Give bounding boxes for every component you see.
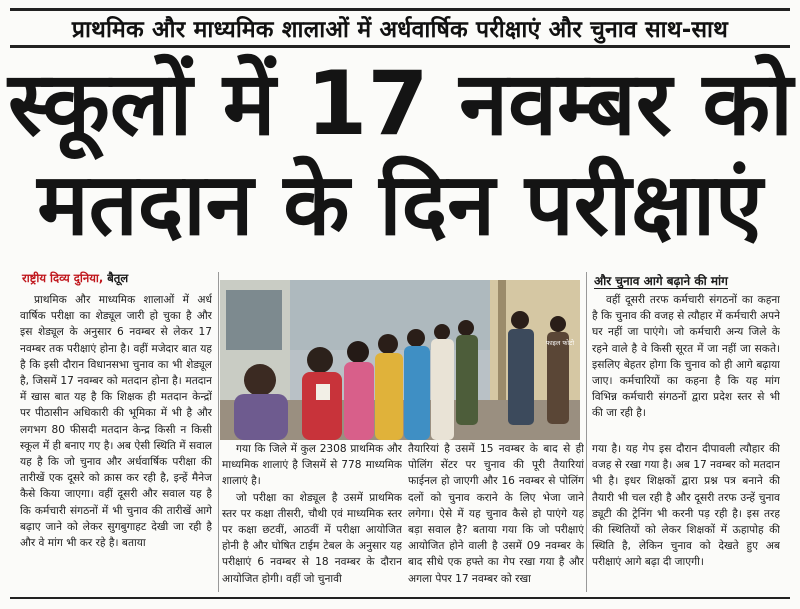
article-column-4-top: [592, 292, 780, 438]
column-divider: [218, 272, 219, 592]
article-paragraph: वहीं दूसरी तरफ कर्मचारी संगठनों का कहना है कि चुनाव की वजह से त्यौहार में कर्मचारी अपने घर नहीं जा पाएंगे। जो कर्मचारी अन्य जिले के रहने वाले है वे किसी सूरत में जा नहीं जा सकते। इसलिए बेहतर होगा कि चुनाव को ही आगे बढ़ाया जाए। कर्मचारियों का कहना है कि यह मांग विभिन्न कर्मचारी संगठनों द्वारा प्रदेश स्तर से भी की जा रही है।: [592, 294, 780, 420]
article-paragraph: तैयारियां है उसमें 15 नवम्बर के बाद से ही पोलिंग सेंटर पर चुनाव की पूरी तैयारियां फाईनल हो जाएगी और 16 नवम्बर से पोलिंग दलों को चुनाव कराने के लिए भेजा जाने लगेगा। ऐसे में यह चुनाव कैसे हो पाएंगे यह बड़ा सवाल है? बताया गया कि जो परीक्षाएं आयोजित होने वाली है उसमें 09 नवम्बर के बाद सीधे एक हफ्ते का गेप रखा गया है और अगला पेपर 17 नवम्बर को रखा: [408, 443, 584, 585]
article-column-3: [408, 441, 584, 594]
main-headline-line-2: मतदान के दिन परीक्षाएं: [37, 155, 763, 255]
article-paragraph: जो परीक्षा का शेड्यूल है उसमें प्राथमिक स्तर पर कक्षा तीसरी, चौथी एवं माध्यमिक स्तर पर कक्षा छटवीं, आठवीं में परीक्षा आयोजित होनी है और घोषित टाईम टेबल के अनुसार यह परीक्षाएं 6 नवम्बर से 18 नवम्बर के दौरान आयोजित होगी। वहीं जो चुनावी: [222, 491, 402, 585]
voters-queue-illustration: [220, 280, 580, 440]
dateline-place: बैतूल: [103, 271, 129, 285]
main-headline-line-1: स्कूलों में 17 नवम्बर को: [8, 52, 793, 155]
section-subhead: [594, 272, 728, 289]
news-photo: [220, 280, 580, 440]
kicker-headline: प्राथमिक और माध्यमिक शालाओं में अर्धवार्षिक परीक्षाएं और चुनाव साथ-साथ: [10, 8, 790, 48]
article-column-2: [222, 441, 402, 594]
article-paragraph: प्राथमिक और माध्यमिक शालाओं में अर्ध वार्षिक परीक्षा का शेड्यूल जारी हो चुका है और इस शेड्यूल के अनुसार 6 नवम्बर से लेकर 17 नवम्बर तक परीक्षाएं होना है। वहीं मजेदार बात यह है कि इसी दौरान विधानसभा चुनाव का भी शेड्यूल है, जिसमें 17 नवम्बर को मतदान होना है। मतदान में खास बात यह है कि शिक्षक ही मतदान केन्द्रों पर पीठासीन अधिकारी की भूमिका में भी है और लगभग 80 फीसदी मतदान केन्द्र किसी न किसी स्कूल में ही बनाए गए है। अब ऐसी स्थिति में सवाल यह है कि जो चुनाव और अर्धवार्षिक परीक्षा की तारीखें एक दूसरे को क्रास कर रही है, इन्हें मैनेज कैसे किया जाएगा। वहीं दूसरी और सवाल यह है कि कर्मचारी संगठनों में भी चुनाव की तारीखें आगे बढ़ाए जाने को लेकर सुगबुगाहट देखी जा रही है और वे मांग भी कर रहे है। बताया: [20, 294, 212, 550]
section-subhead-text: और चुनाव आगे बढ़ाने की मांग: [594, 274, 728, 288]
dateline-source: राष्ट्रीय दिव्य दुनिया,: [22, 271, 104, 285]
article-paragraph: गया कि जिले में कुल 2308 प्राथमिक और माध्यमिक शालाएं है जिसमें से 778 माध्यमिक शालाएं है।: [222, 443, 402, 488]
dateline: [22, 271, 128, 286]
bottom-rule: [10, 597, 790, 599]
article-column-1: [20, 292, 212, 594]
photo-credit: फाइल फोटो: [545, 339, 574, 347]
article-column-4-bottom: [592, 441, 780, 594]
article-paragraph: गया है। यह गेप इस दौरान दीपावली त्यौहार की वजह से रखा गया है। अब 17 नवम्बर को मतदान भी है। इधर शिक्षकों द्वारा प्रश्न पत्र बनाने की तैयारी भी चल रही है और दूसरी तरफ उन्हें चुनाव ड्यूटी की ट्रेनिंग भी करनी पड़ रही है। इस तरह की स्थितियों को लेकर शिक्षकों में ऊहापोह की स्थिति है, लेकिन चुनाव को देखते हुए अब परीक्षाएं आगे बढ़ा दी जाएगी।: [592, 443, 780, 569]
column-divider: [586, 272, 587, 592]
